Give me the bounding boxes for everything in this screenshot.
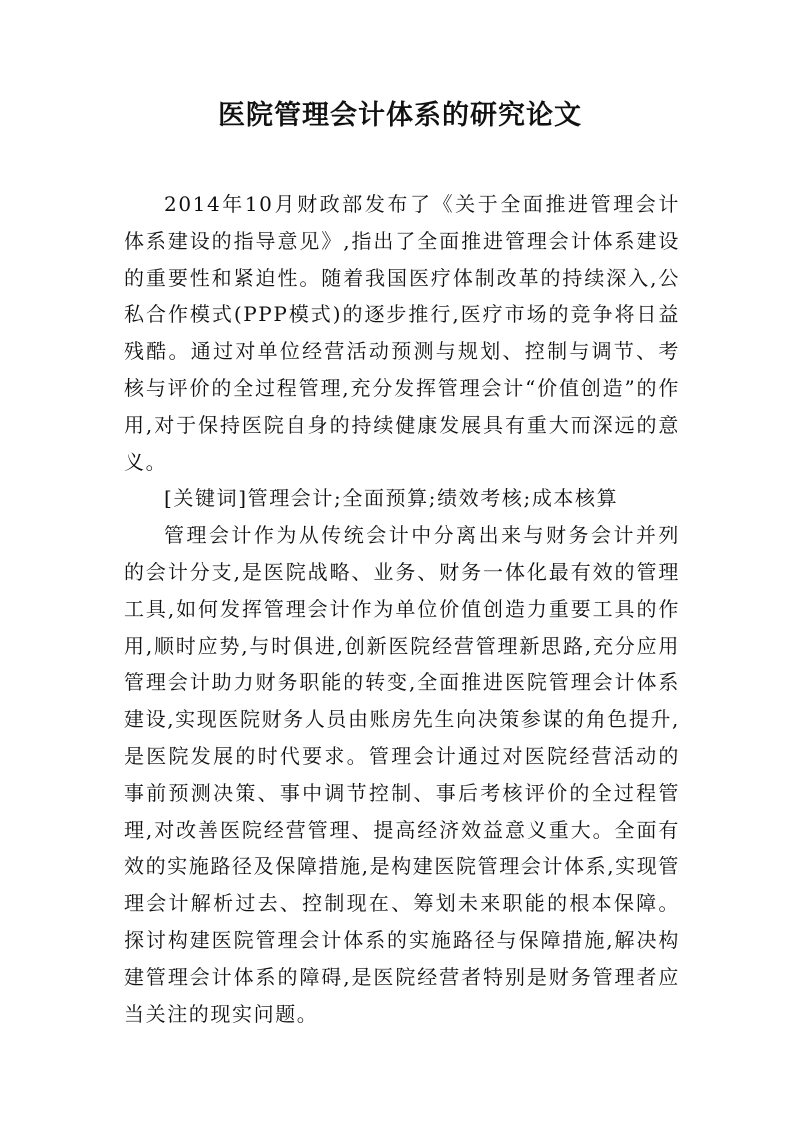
keywords-paragraph: [关键词]管理会计;全面预算;绩效考核;成本核算: [164, 486, 619, 511]
document-title: 医院管理会计体系的研究论文: [218, 100, 582, 131]
body-paragraph: 管理会计作为从传统会计中分离出来与财务会计并列的会计分支,是医院战略、业务、财务一体化最有效的管理工具,如何发挥管理会计作为单位价值创造力重要工具的作用,顺时应势,与时俱进,创新医院经营管理新思路,充分应用管理会计助力财务职能的转变,全面推进医院管理会计体系建设,实现医院财务人员由账房先生向决策参谋的角色提升,是医院发展的时代要求。管理会计通过对医院经营活动的事前预测决策、事中调节控制、事后考核评价的全过程管理,对改善医院经营管理、提高经济效益意义重大。全面有效的实施路径及保障措施,是构建医院管理会计体系,实现管理会计解析过去、控制现在、筹划未来职能的根本保障。探讨构建医院管理会计体系的实施路径与保障措施,解决构建管理会计体系的障碍,是医院经营者特别是财务管理者应当关注的现实问题。: [124, 523, 680, 1026]
document-body: [124, 186, 680, 1032]
intro-paragraph: 2014年10月财政部发布了《关于全面推进管理会计体系建设的指导意见》,指出了全面推进管理会计体系建设的重要性和紧迫性。随着我国医疗体制改革的持续深入,公私合作模式(PPP模式)的逐步推行,医疗市场的竞争将日益残酷。通过对单位经营活动预测与规划、控制与调节、考核与评价的全过程管理,充分发挥管理会计“价值创造”的作用,对于保持医院自身的持续健康发展具有重大而深远的意义。: [124, 192, 680, 474]
